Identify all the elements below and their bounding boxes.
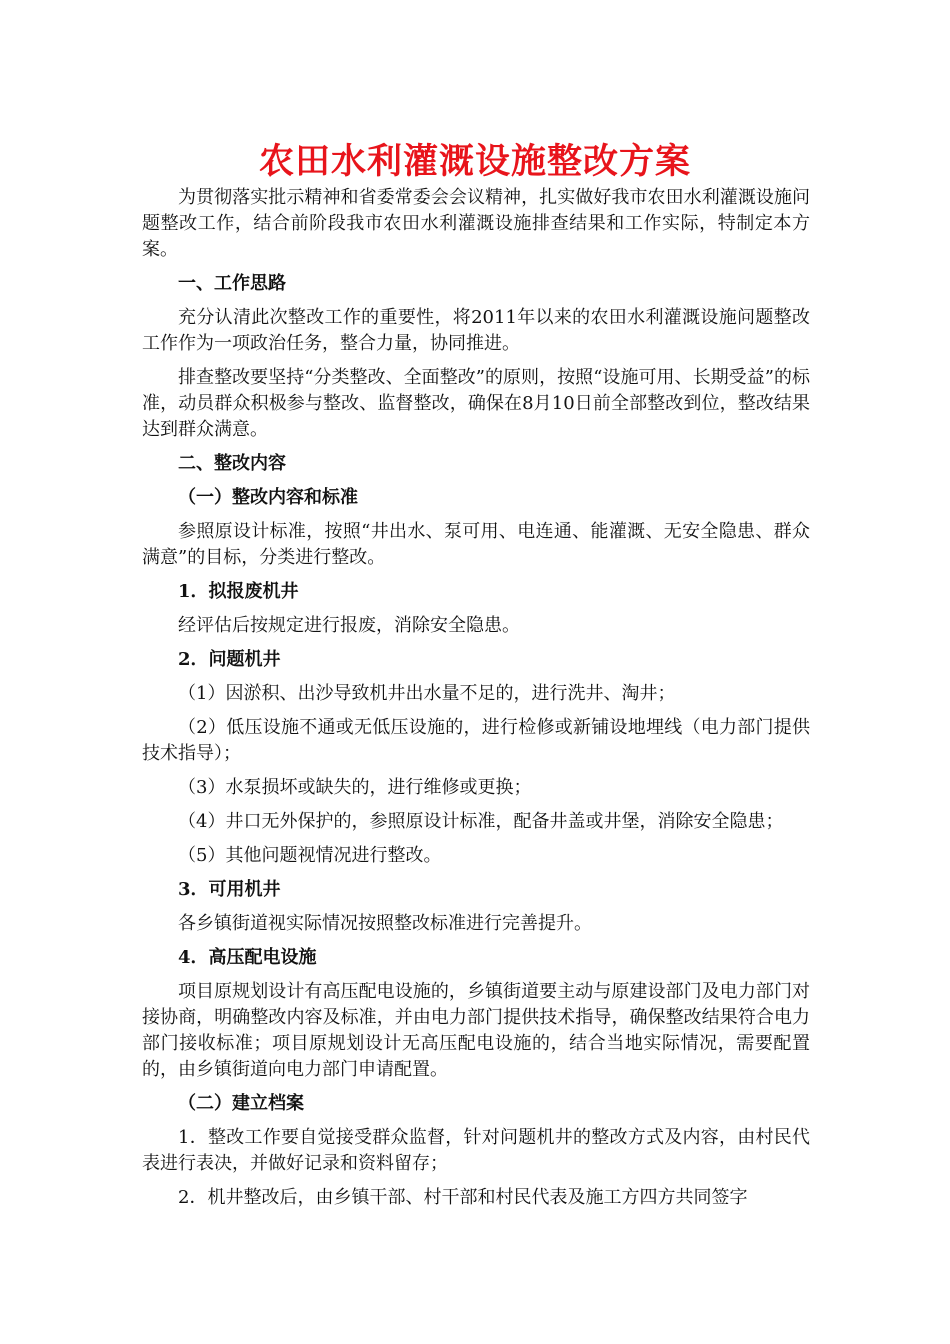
paragraph: 经评估后按规定进行报废，消除安全隐患。 (178, 615, 520, 636)
item-heading-scrap-wells: 1．拟报废机井 (178, 581, 299, 602)
list-item: （4）井口无外保护的，参照原设计标准，配备井盖或井堡，消除安全隐患； (178, 811, 784, 832)
document-body (142, 185, 810, 1219)
paragraph: 项目原规划设计有高压配电设施的，乡镇街道要主动与原建设部门及电力部门对接协商，明确整改内容及标准，并由电力部门提供技术指导，确保整改结果符合电力部门接收标准；项目原规划设计无高压配电设施的，结合当地实际情况，需要配置的，由乡镇街道向电力部门申请配置。 (142, 981, 810, 1080)
item-heading-problem-wells: 2．问题机井 (178, 649, 281, 670)
paragraph: 各乡镇街道视实际情况按照整改标准进行完善提升。 (178, 913, 592, 934)
paragraph: 充分认清此次整改工作的重要性，将2011年以来的农田水利灌溉设施问题整改工作作为一项政治任务，整合力量，协同推进。 (142, 307, 810, 354)
item-heading-usable-wells: 3．可用机井 (178, 879, 281, 900)
document-title: 农田水利灌溉设施整改方案 (258, 141, 691, 182)
section-heading-work-approach: 一、工作思路 (178, 273, 286, 294)
item-heading-high-voltage: 4．高压配电设施 (178, 947, 317, 968)
subsection-heading-content-standards: （一）整改内容和标准 (178, 487, 358, 508)
intro-paragraph: 为贯彻落实批示精神和省委常委会会议精神，扎实做好我市农田水利灌溉设施问题整改工作，结合前阶段我市农田水利灌溉设施排查结果和工作实际，特制定本方案。 (142, 187, 810, 260)
paragraph: 排查整改要坚持“分类整改、全面整改”的原则，按照“设施可用、长期受益”的标准，动员群众积极参与整改、监督整改，确保在8月10日前全部整改到位，整改结果达到群众满意。 (142, 367, 810, 440)
section-heading-rectification-content: 二、整改内容 (178, 453, 286, 474)
list-item: （5）其他问题视情况进行整改。 (178, 845, 442, 866)
list-item: （1）因淤积、出沙导致机井出水量不足的，进行洗井、淘井； (178, 683, 676, 704)
list-item: （3）水泵损坏或缺失的，进行维修或更换； (178, 777, 532, 798)
paragraph: 1．整改工作要自觉接受群众监督，针对问题机井的整改方式及内容，由村民代表进行表决，并做好记录和资料留存； (142, 1127, 810, 1174)
subsection-heading-archives: （二）建立档案 (178, 1093, 304, 1114)
paragraph: 参照原设计标准，按照“井出水、泵可用、电连通、能灌溉、无安全隐患、群众满意”的目标，分类进行整改。 (142, 521, 810, 568)
paragraph: 2．机井整改后，由乡镇干部、村干部和村民代表及施工方四方共同签字 (178, 1187, 748, 1208)
list-item: （2）低压设施不通或无低压设施的，进行检修或新铺设地埋线（电力部门提供技术指导）； (142, 717, 810, 764)
